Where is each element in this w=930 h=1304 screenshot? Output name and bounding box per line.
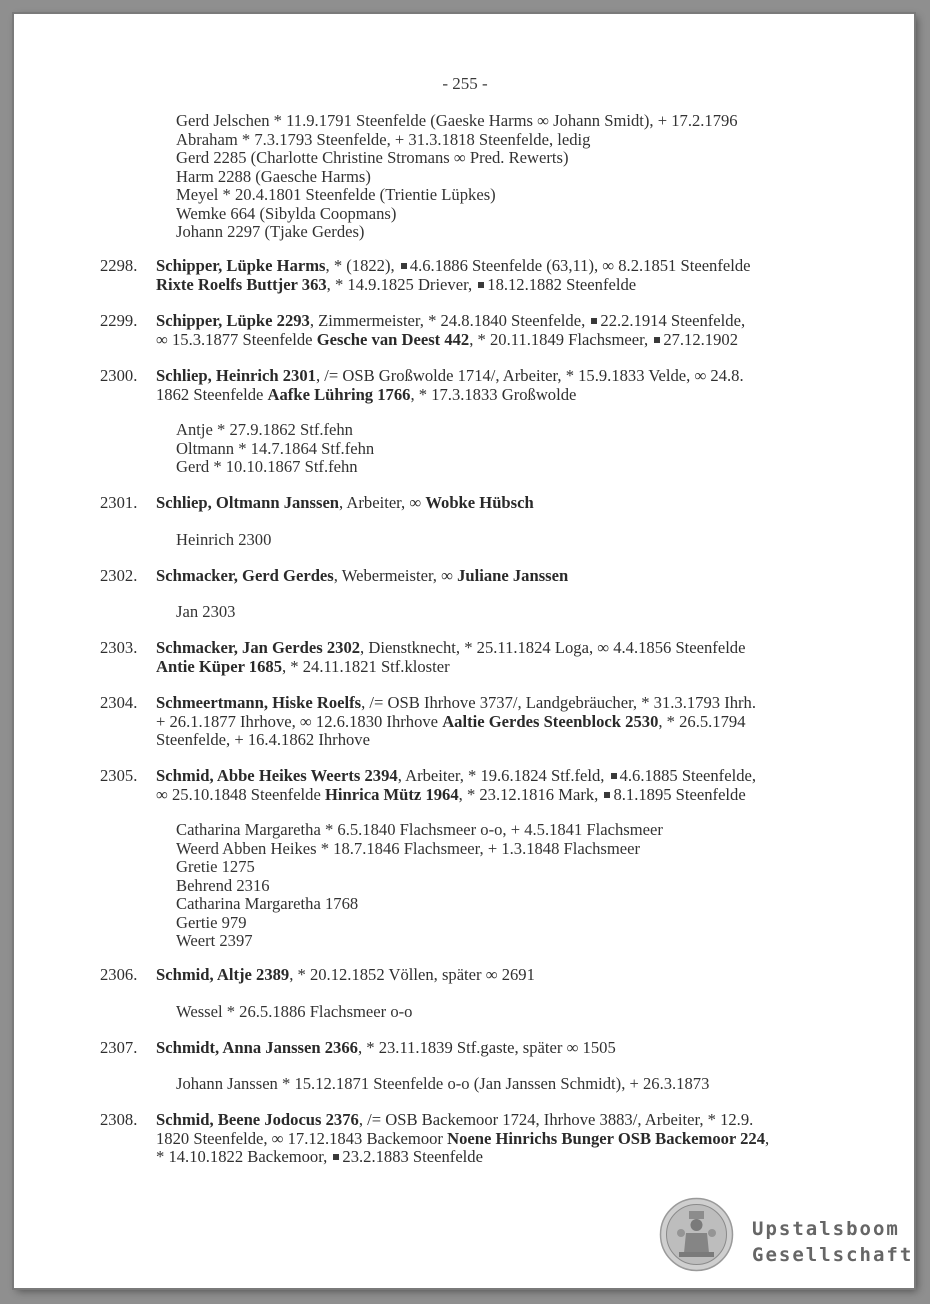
- entry-detail: + 26.1.1877 Ihrhove, ∞ 12.6.1830 Ihrhove: [156, 711, 439, 731]
- spouse-name: Rixte Roelfs Buttjer 363: [156, 274, 327, 294]
- entry-detail: 1862 Steenfelde: [156, 384, 264, 404]
- spouse-name: Wobke Hübsch: [425, 493, 534, 512]
- burial-icon: [604, 792, 610, 798]
- entry-detail: , Arbeiter, ∞: [339, 493, 422, 512]
- burial-icon: [611, 773, 617, 779]
- brand-name-line1: Upstalsboom: [752, 1218, 900, 1240]
- children-list-2302: [176, 603, 235, 622]
- child-line: Antje * 27.9.1862 Stf.fehn: [176, 420, 353, 439]
- person-name: Schmid, Beene Jodocus 2376: [156, 1110, 359, 1129]
- entry-detail: 4.6.1886 Steenfelde (63,11), ∞ 8.2.1851 Steenfelde: [409, 256, 751, 275]
- entry-detail: Steenfelde, + 16.4.1862 Ihrhove: [156, 730, 370, 749]
- child-line: Gerd Jelschen * 11.9.1791 Steenfelde (Gaeske Harms ∞ Johann Smidt), + 17.2.1796: [176, 111, 738, 130]
- entry-detail: , * 20.12.1852 Völlen, später ∞ 2691: [289, 965, 535, 984]
- entry-number: 2302.: [100, 566, 138, 585]
- entry-detail: , * 20.11.1849 Flachsmeer,: [469, 329, 649, 349]
- entry-detail: , Arbeiter, * 19.6.1824 Stf.feld,: [397, 766, 605, 785]
- burial-icon: [654, 337, 660, 343]
- entry-number: 2304.: [100, 693, 138, 712]
- entry-detail: 23.2.1883 Steenfelde: [342, 1147, 483, 1166]
- entry-number: 2306.: [100, 965, 138, 984]
- entry-number: 2305.: [100, 766, 138, 785]
- children-list-top: [176, 112, 738, 242]
- entry-detail: 18.12.1882 Steenfelde: [487, 274, 637, 294]
- child-line: Wessel * 26.5.1886 Flachsmeer o-o: [176, 1002, 413, 1021]
- child-line: Behrend 2316: [176, 875, 270, 895]
- entry-detail: , * 17.3.1833 Großwolde: [410, 384, 577, 404]
- children-list-2305: [176, 821, 663, 951]
- entry-detail: , * 26.5.1794: [658, 711, 746, 731]
- burial-icon: [591, 318, 597, 324]
- entry-number: 2308.: [100, 1110, 138, 1129]
- entry-detail: 8.1.1895 Steenfelde: [613, 784, 746, 804]
- spouse-name: Noene Hinrichs Bunger OSB Backemoor 224: [447, 1128, 766, 1148]
- entry-detail: , * 24.11.1821 Stf.kloster: [282, 656, 450, 676]
- spouse-name: Juliane Janssen: [457, 566, 569, 585]
- entry-detail: , Zimmermeister, * 24.8.1840 Steenfelde,: [309, 311, 586, 330]
- entry-detail: , /= OSB Ihrhove 3737/, Landgebräucher, * 31.3.1793 Ihrh.: [361, 693, 756, 712]
- child-line: Johann Janssen * 15.12.1871 Steenfelde o-o (Jan Janssen Schmidt), + 26.3.1873: [176, 1074, 710, 1093]
- child-line: Gerd 2285 (Charlotte Christine Stromans ∞ Pred. Rewerts): [176, 148, 569, 167]
- children-list-2307: [176, 1075, 709, 1094]
- child-line: Weert 2397: [176, 931, 253, 950]
- entry-number: 2301.: [100, 493, 138, 512]
- entry-detail: , * 14.9.1825 Driever,: [326, 274, 473, 294]
- person-name: Schipper, Lüpke Harms: [156, 256, 326, 275]
- burial-icon: [333, 1154, 339, 1160]
- spouse-name: Gesche van Deest 442: [316, 329, 470, 349]
- entry-detail: , * 23.11.1839 Stf.gaste, später ∞ 1505: [357, 1038, 616, 1057]
- child-line: Johann 2297 (Tjake Gerdes): [176, 222, 365, 241]
- burial-icon: [478, 282, 484, 288]
- child-line: Catharina Margaretha 1768: [176, 894, 359, 913]
- entry-detail: ,: [765, 1128, 770, 1148]
- child-line: Harm 2288 (Gaesche Harms): [176, 166, 371, 186]
- person-name: Schliep, Heinrich 2301: [156, 366, 316, 385]
- person-name: Schmacker, Gerd Gerdes: [156, 566, 334, 585]
- entry-detail: , * (1822),: [325, 256, 395, 275]
- entry-detail: , Dienstknecht, * 25.11.1824 Loga, ∞ 4.4.1856 Steenfelde: [360, 638, 746, 657]
- entry-detail: , Webermeister, ∞: [333, 566, 453, 585]
- entry-detail: 1820 Steenfelde, ∞ 17.12.1843 Backemoor: [156, 1128, 443, 1148]
- entry-detail: * 14.10.1822 Backemoor,: [156, 1147, 328, 1166]
- entry-detail: ∞ 25.10.1848 Steenfelde: [156, 784, 321, 804]
- child-line: Jan 2303: [176, 602, 236, 621]
- person-name: Schmeertmann, Hiske Roelfs: [156, 693, 362, 712]
- child-line: Gerd * 10.10.1867 Stf.fehn: [176, 457, 358, 476]
- page-number: - 255 -: [442, 74, 488, 93]
- person-name: Schmacker, Jan Gerdes 2302: [156, 638, 361, 657]
- entry-detail: 4.6.1885 Steenfelde,: [619, 766, 756, 785]
- spouse-name: Antie Küper 1685: [156, 656, 282, 676]
- child-line: Weerd Abben Heikes * 18.7.1846 Flachsmeer, + 1.3.1848 Flachsmeer: [176, 838, 641, 858]
- entry-number: 2307.: [100, 1038, 138, 1057]
- person-name: Schipper, Lüpke 2293: [156, 311, 310, 330]
- child-line: Meyel * 20.4.1801 Steenfelde (Trientie Lüpkes): [176, 185, 496, 204]
- person-name: Schmid, Altje 2389: [156, 965, 290, 984]
- entry-number: 2300.: [100, 366, 138, 385]
- children-list-2300: [176, 421, 374, 477]
- child-line: Heinrich 2300: [176, 530, 272, 549]
- entry-detail: , /= OSB Backemoor 1724, Ihrhove 3883/, Arbeiter, * 12.9.: [358, 1110, 754, 1129]
- child-line: Abraham * 7.3.1793 Steenfelde, + 31.3.1818 Steenfelde, ledig: [176, 129, 591, 149]
- entry-number: 2299.: [100, 311, 138, 330]
- entry-detail: 27.12.1902: [663, 329, 738, 349]
- entry-number: 2303.: [100, 638, 138, 657]
- spouse-name: Hinrica Mütz 1964: [324, 784, 459, 804]
- entry-detail: , /= OSB Großwolde 1714/, Arbeiter, * 15.9.1833 Velde, ∞ 24.8.: [315, 366, 744, 385]
- entry-detail: , * 23.12.1816 Mark,: [458, 784, 599, 804]
- spouse-name: Aaltie Gerdes Steenblock 2530: [442, 711, 659, 731]
- person-name: Schmidt, Anna Janssen 2366: [156, 1038, 358, 1057]
- brand-name-line2: Gesellschaft: [752, 1244, 914, 1266]
- child-line: Catharina Margaretha * 6.5.1840 Flachsmeer o-o, + 4.5.1841 Flachsmeer: [176, 820, 663, 839]
- person-name: Schmid, Abbe Heikes Weerts 2394: [156, 766, 398, 785]
- child-line: Wemke 664 (Sibylda Coopmans): [176, 203, 397, 223]
- entry-detail: 22.2.1914 Steenfelde,: [600, 311, 746, 330]
- burial-icon: [401, 263, 407, 269]
- entry-detail: ∞ 15.3.1877 Steenfelde: [156, 329, 313, 349]
- entry-number: 2298.: [100, 256, 138, 275]
- children-list-2301: [176, 531, 271, 550]
- spouse-name: Aafke Lühring 1766: [267, 384, 411, 404]
- children-list-2306: [176, 1003, 412, 1022]
- child-line: Gertie 979: [176, 912, 247, 932]
- child-line: Oltmann * 14.7.1864 Stf.fehn: [176, 438, 375, 458]
- society-seal-icon: [659, 1197, 734, 1272]
- child-line: Gretie 1275: [176, 857, 255, 876]
- person-name: Schliep, Oltmann Janssen: [156, 493, 340, 512]
